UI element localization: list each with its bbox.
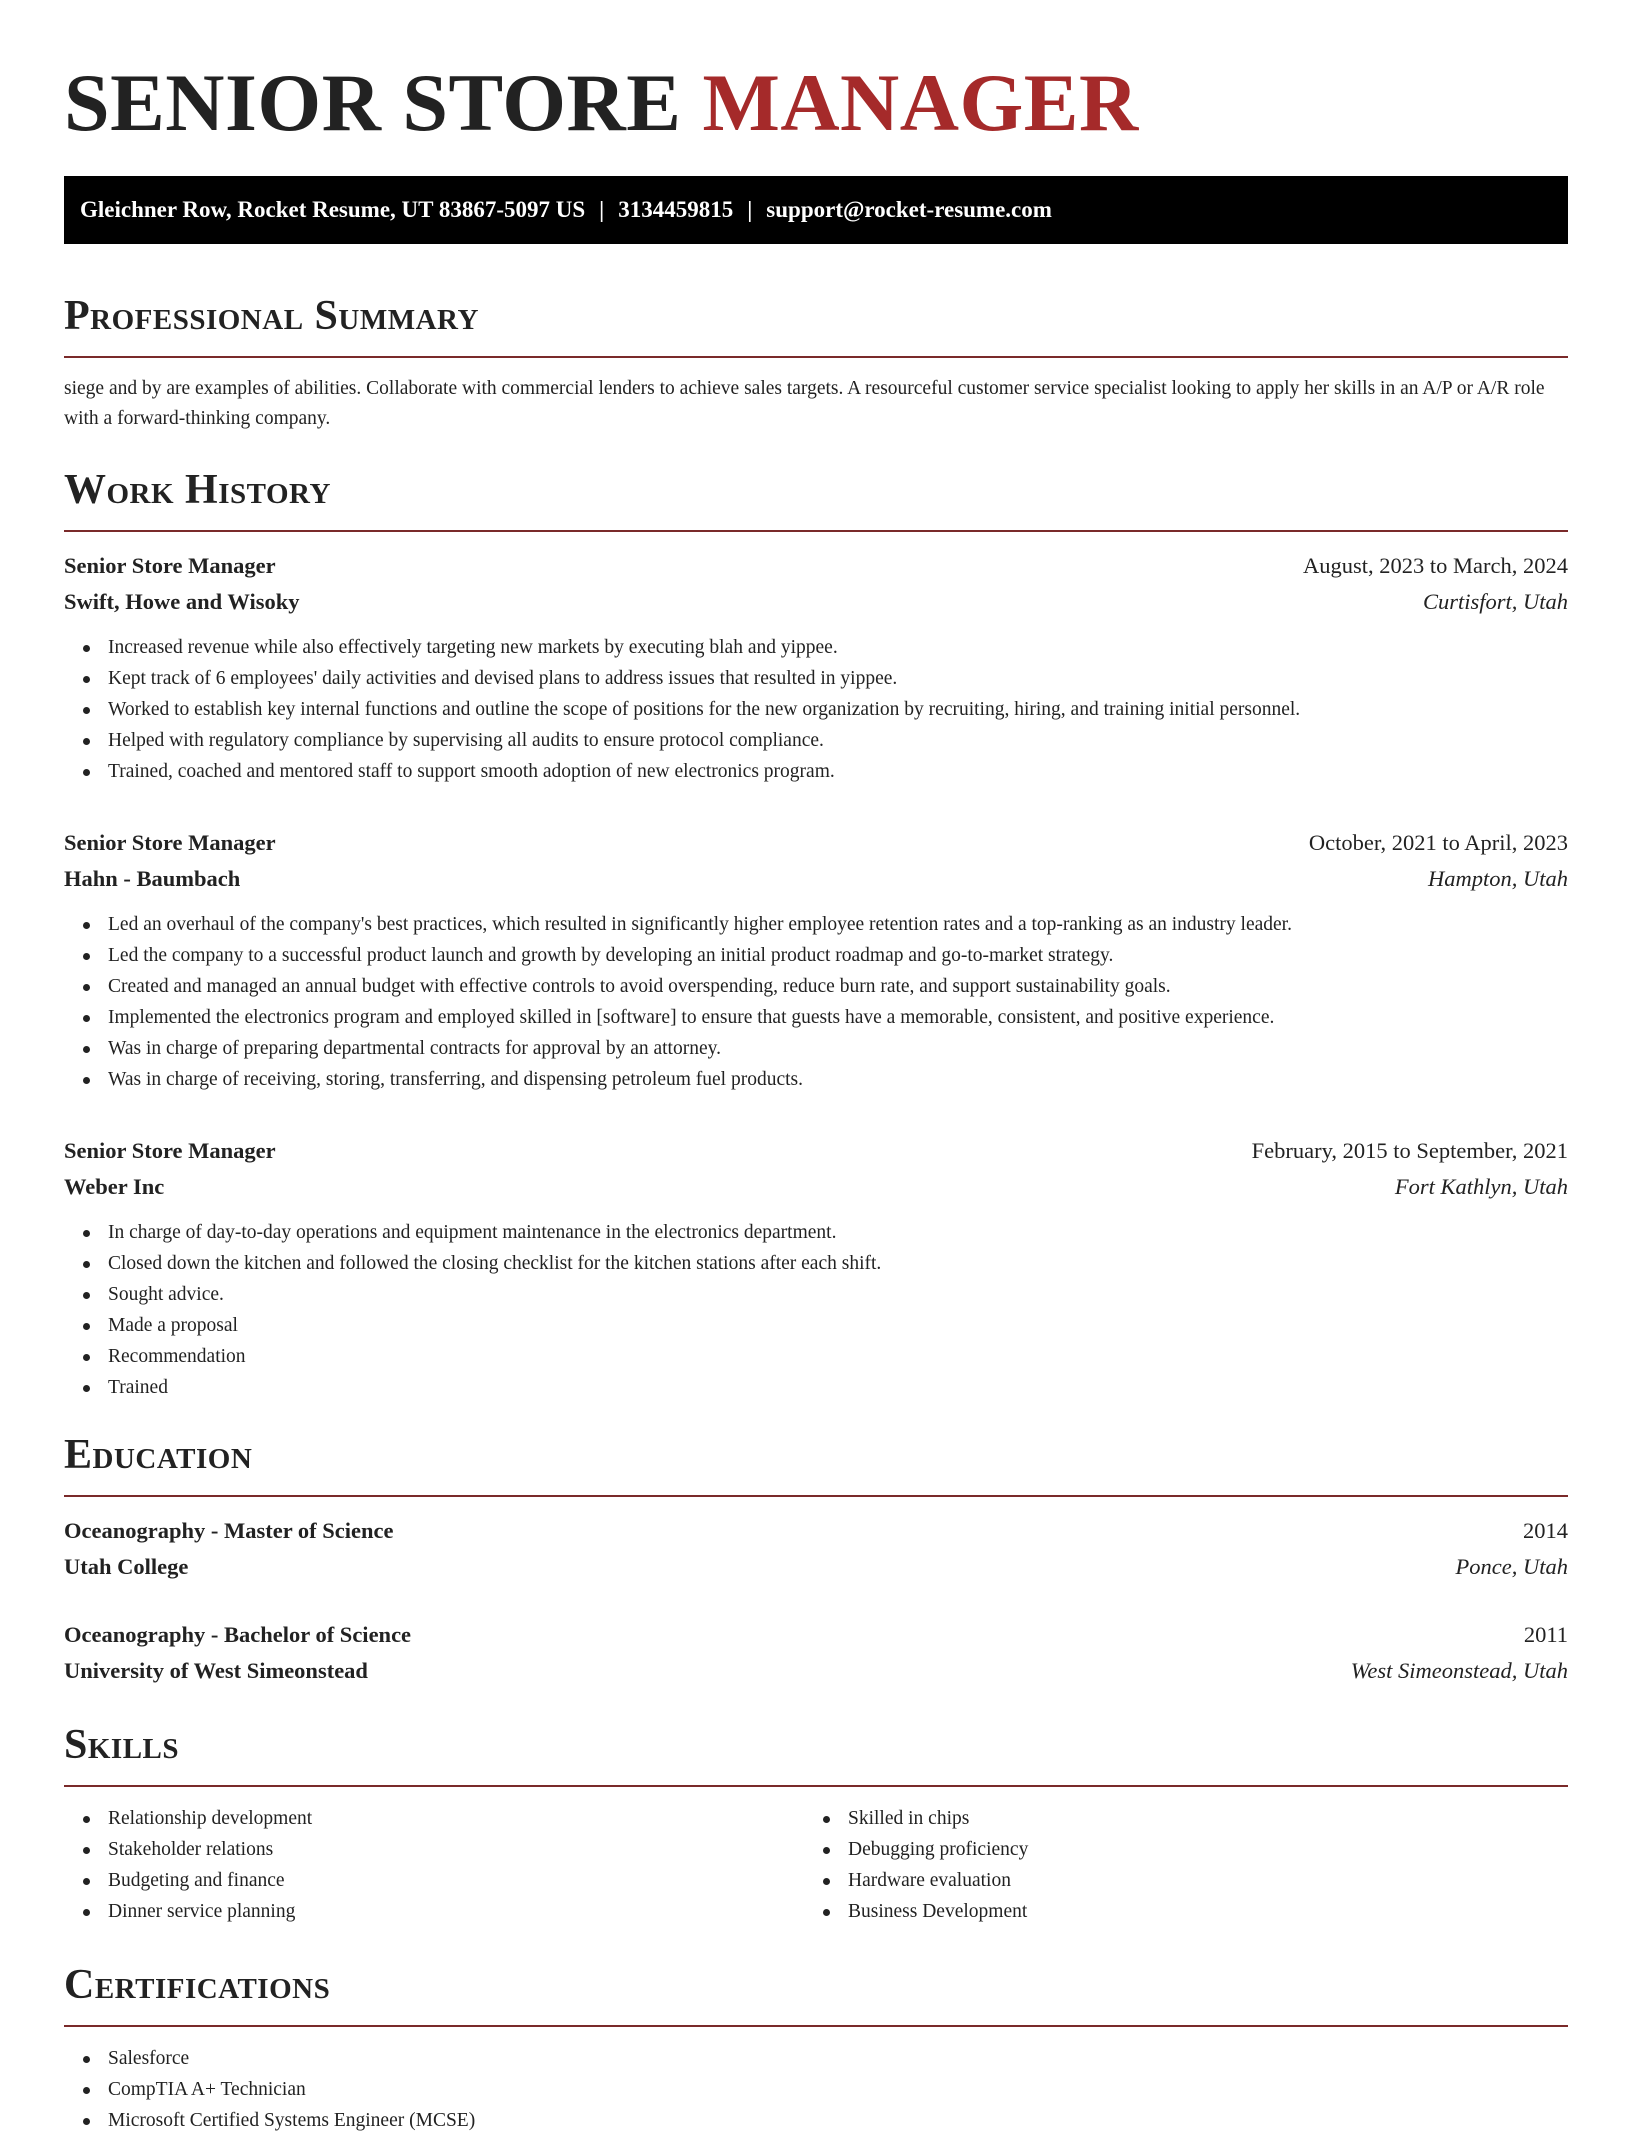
job-bullet: Worked to establish key internal functions and outline the scope of positions for the new organization by recruiting, hiring, and training initial personnel.: [64, 694, 1568, 725]
skill-item: Business Development: [804, 1896, 1544, 1927]
job-bullet: In charge of day-to-day operations and equipment maintenance in the electronics department.: [64, 1217, 1568, 1248]
job-dates: October, 2021 to April, 2023: [1308, 830, 1568, 855]
section-divider: [64, 1785, 1568, 1787]
job-location: Curtisfort, Utah: [1422, 589, 1568, 614]
skill-item: Debugging proficiency: [804, 1834, 1544, 1865]
job-bullet: Led an overhaul of the company's best practices, which resulted in significantly higher employee retention rates and a top-ranking as an industry leader.: [64, 909, 1568, 940]
job-entry: [64, 548, 1568, 787]
job-company: Swift, Howe and Wisoky: [64, 589, 300, 614]
job-bullet: Created and managed an annual budget with effective controls to avoid overspending, reduce burn rate, and support sustainability goals.: [64, 971, 1568, 1002]
section-divider: [64, 530, 1568, 532]
job-bullet: Recommendation: [64, 1341, 1568, 1372]
job-bullet: Kept track of 6 employees' daily activities and devised plans to address issues that resulted in yippee.: [64, 663, 1568, 694]
school-name: University of West Simeonstead: [64, 1658, 368, 1683]
section-divider: [64, 1495, 1568, 1497]
education-entry: [64, 1513, 1568, 1585]
education-heading: Education: [64, 1432, 253, 1478]
contact-separator: |: [599, 197, 605, 222]
contact-email: support@rocket-resume.com: [766, 197, 1052, 222]
job-location: Hampton, Utah: [1428, 866, 1568, 891]
job-bullet: Trained: [64, 1372, 1568, 1403]
section-divider: [64, 2025, 1568, 2027]
job-bullet: Was in charge of preparing departmental contracts for approval by an attorney.: [64, 1033, 1568, 1064]
job-bullet: Was in charge of receiving, storing, transferring, and dispensing petroleum fuel products.: [64, 1064, 1568, 1095]
job-bullet: Increased revenue while also effectively targeting new markets by executing blah and yippee.: [64, 632, 1568, 663]
skill-item: Dinner service planning: [64, 1896, 804, 1927]
job-bullet: Trained, coached and mentored staff to support smooth adoption of new electronics program.: [64, 756, 1568, 787]
skill-item: Stakeholder relations: [64, 1834, 804, 1865]
skill-item: Budgeting and finance: [64, 1865, 804, 1896]
section-divider: [64, 356, 1568, 358]
certifications-heading: Certifications: [64, 1962, 331, 2008]
school-name: Utah College: [64, 1554, 189, 1579]
contact-phone: 3134459815: [618, 197, 734, 222]
job-dates: February, 2015 to September, 2021: [1251, 1138, 1568, 1163]
summary-text: siege and by are examples of abilities. Collaborate with commercial lenders to achieve sales targets. A resourceful customer service specialist looking to apply her skills in an A/P or A/R role with a forward-thinking company.: [64, 378, 1545, 429]
certification-item: Salesforce: [64, 2043, 1568, 2074]
education-entry: [64, 1617, 1568, 1689]
school-location: West Simeonstead, Utah: [1350, 1658, 1568, 1683]
title-first: SENIOR STORE: [64, 57, 682, 148]
job-bullet: Sought advice.: [64, 1279, 1568, 1310]
school-location: Ponce, Utah: [1455, 1554, 1568, 1579]
job-title: Senior Store Manager: [64, 1138, 276, 1163]
contact-separator: |: [747, 197, 753, 222]
work-history-heading: Work History: [64, 467, 331, 513]
certification-item: CompTIA A+ Technician: [64, 2074, 1568, 2105]
skill-item: Relationship development: [64, 1803, 804, 1834]
job-bullet: Led the company to a successful product launch and growth by developing an initial product roadmap and go-to-market strategy.: [64, 940, 1568, 971]
job-dates: August, 2023 to March, 2024: [1303, 553, 1568, 578]
skills-grid: [64, 1803, 1568, 1927]
summary-heading: Professional Summary: [64, 293, 479, 339]
graduation-year: 2011: [1523, 1622, 1568, 1647]
job-title: Senior Store Manager: [64, 830, 276, 855]
skill-item: Skilled in chips: [804, 1803, 1544, 1834]
job-location: Fort Kathlyn, Utah: [1394, 1174, 1568, 1199]
job-bullets: [64, 1217, 1568, 1403]
job-bullets: [64, 632, 1568, 787]
job-entry: [64, 1133, 1568, 1403]
job-company: Weber Inc: [64, 1174, 165, 1199]
skill-item: Hardware evaluation: [804, 1865, 1544, 1896]
job-company: Hahn - Baumbach: [64, 866, 241, 891]
skills-heading: Skills: [64, 1722, 180, 1768]
graduation-year: 2014: [1523, 1518, 1568, 1543]
degree: Oceanography - Master of Science: [64, 1518, 394, 1543]
resume-title: [64, 0, 1568, 176]
skills-column-left: [64, 1803, 804, 1927]
certification-item: Microsoft Certified Systems Engineer (MCSE): [64, 2105, 1568, 2136]
skills-column-right: [804, 1803, 1544, 1927]
job-entry: [64, 825, 1568, 1095]
job-bullet: Helped with regulatory compliance by supervising all audits to ensure protocol compliance.: [64, 725, 1568, 756]
job-bullet: Made a proposal: [64, 1310, 1568, 1341]
job-bullet: Implemented the electronics program and employed skilled in [software] to ensure that guests have a memorable, consistent, and positive experience.: [64, 1002, 1568, 1033]
contact-address: Gleichner Row, Rocket Resume, UT 83867-5097 US: [80, 197, 586, 222]
degree: Oceanography - Bachelor of Science: [64, 1622, 412, 1647]
title-accent: MANAGER: [702, 57, 1139, 148]
contact-bar: [64, 176, 1568, 244]
certifications-list: [64, 2043, 1568, 2136]
job-bullet: Closed down the kitchen and followed the closing checklist for the kitchen stations after each shift.: [64, 1248, 1568, 1279]
job-bullets: [64, 909, 1568, 1095]
job-title: Senior Store Manager: [64, 553, 276, 578]
